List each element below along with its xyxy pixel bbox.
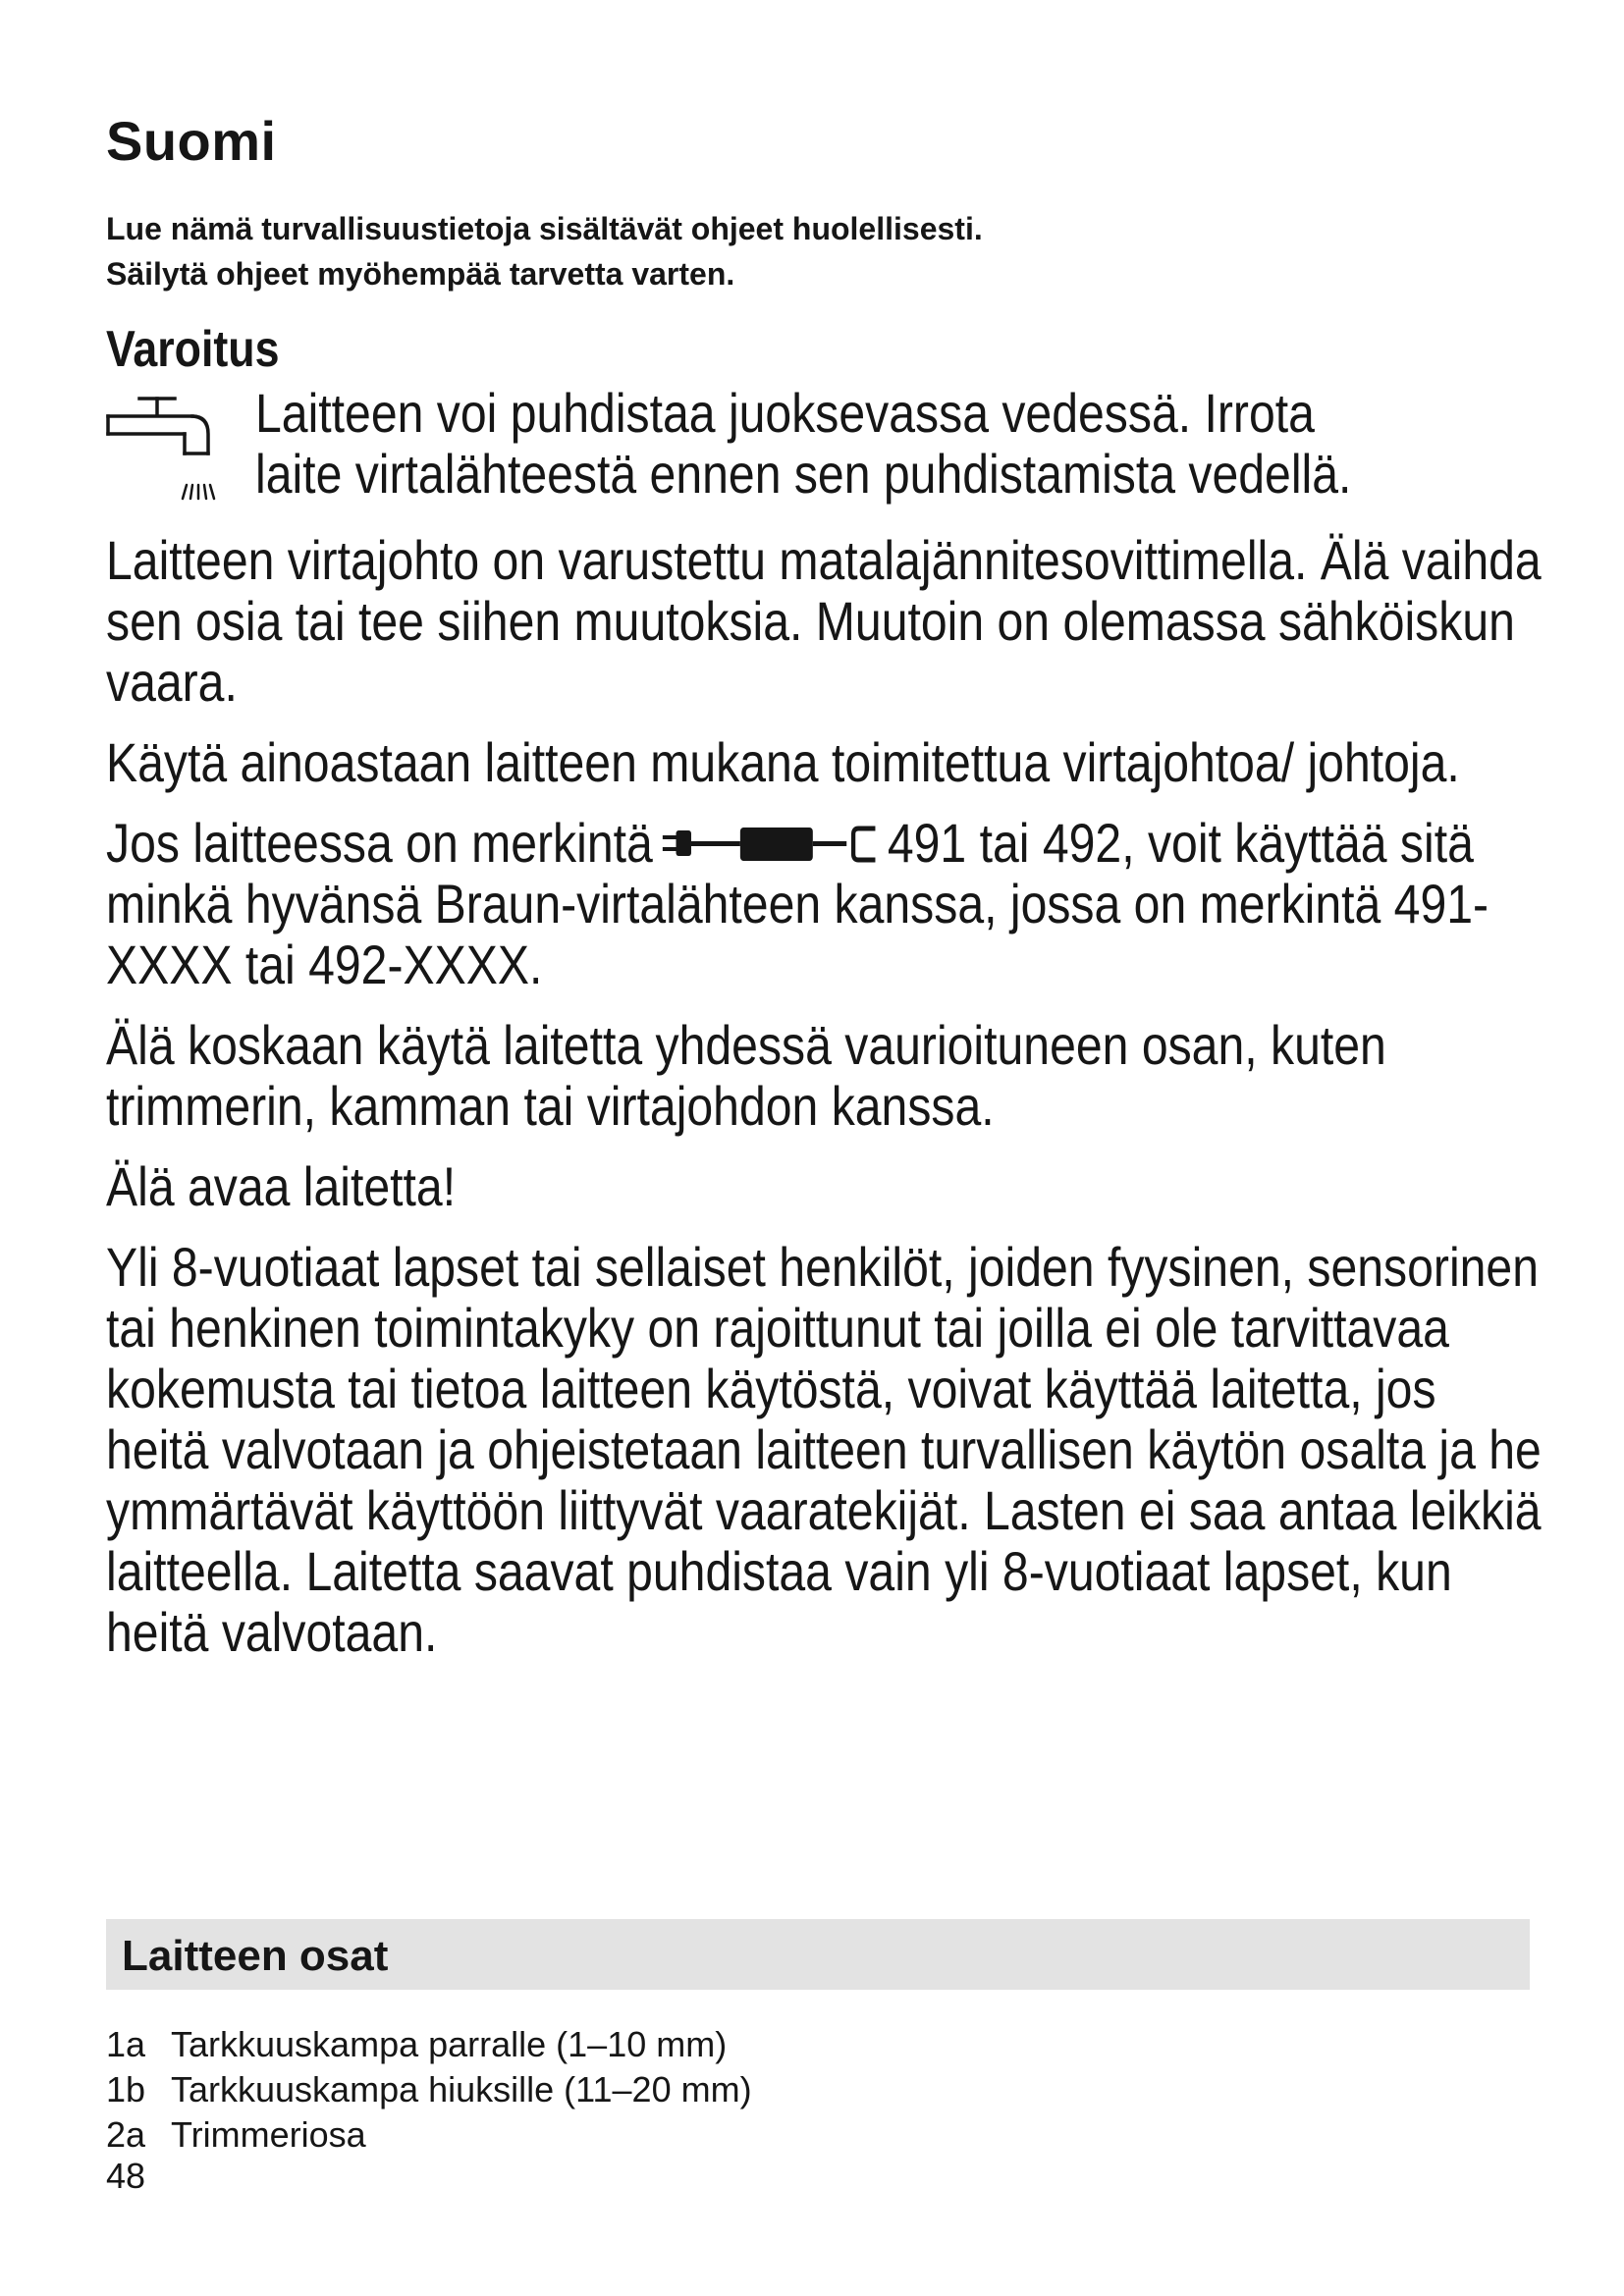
paragraph-do-not-open: Älä avaa laitetta! bbox=[106, 1155, 457, 1217]
water-line-1: Laitteen voi puhdistaa juoksevassa vedessä. Irrota bbox=[255, 382, 1315, 444]
paragraph-cord-only: Käytä ainoastaan laitteen mukana toimitettua virtajohtoa/ johtoja. bbox=[106, 731, 1460, 793]
marking-text-before: Jos laitteessa on merkintä bbox=[106, 812, 653, 874]
power-cord-icon bbox=[663, 819, 883, 870]
paragraph-marking bbox=[106, 813, 1542, 995]
tap-water-icon bbox=[106, 391, 220, 501]
parts-list bbox=[106, 2022, 752, 2158]
marking-text-after: 491 tai 492, voit käyttää sitä minkä hyvänsä Braun-virtalähteen kanssa, jossa on merkintä 491-XXXX tai 492-XXXX. bbox=[106, 812, 1489, 995]
warning-heading: Varoitus bbox=[106, 321, 280, 378]
part-code: 2a bbox=[106, 2114, 146, 2155]
paragraph-damaged: Älä koskaan käytä laitetta yhdessä vaurioituneen osan, kuten trimmerin, kamman tai virtajohdon kanssa. bbox=[106, 1014, 1386, 1137]
section-title: Laitteen osat bbox=[122, 1932, 389, 1980]
part-code: 1b bbox=[106, 2069, 146, 2109]
page-number: 48 bbox=[106, 2156, 146, 2196]
part-label: Trimmeriosa bbox=[171, 2114, 366, 2155]
list-item bbox=[106, 2067, 752, 2112]
part-code: 1a bbox=[106, 2024, 146, 2064]
intro-text bbox=[106, 206, 1481, 296]
water-warning-text bbox=[255, 383, 1522, 505]
part-label: Tarkkuuskampa parralle (1–10 mm) bbox=[171, 2024, 728, 2064]
paragraph-children: Yli 8-vuotiaat lapset tai sellaiset henkilöt, joiden fyysinen, sensorinen tai henkinen toimintakyky on rajoittunut tai joilla ei ole tarvittavaa kokemusta tai tietoa laitteen käytöstä, voivat käyttää laitetta, jos heitä valvotaan ja ohjeistetaan laitteen turvallisen käytön osalta ja he ymmärtävät käyttöön liittyvät vaaratekijät. Lasten ei saa antaa leikkiä laitteella. Laitetta saavat puhdistaa vain yli 8-vuotiaat lapset, kun heitä valvotaan. bbox=[106, 1236, 1542, 1663]
page-title: Suomi bbox=[106, 110, 277, 172]
paragraph-power-cord: Laitteen virtajohto on varustettu matalajännitesovittimella. Älä vaihda sen osia tai tee siihen muutoksia. Muutoin on olemassa sähköiskun vaara. bbox=[106, 529, 1542, 713]
list-item bbox=[106, 2022, 752, 2067]
water-line-2: laite virtalähteestä ennen sen puhdistamista vedellä. bbox=[255, 443, 1352, 505]
list-item bbox=[106, 2112, 752, 2158]
intro-line-1: Lue nämä turvallisuustietoja sisältävät ohjeet huolellisesti. bbox=[106, 211, 983, 246]
part-label: Tarkkuuskampa hiuksille (11–20 mm) bbox=[171, 2069, 752, 2109]
intro-line-2: Säilytä ohjeet myöhempää tarvetta varten. bbox=[106, 256, 735, 292]
section-header bbox=[106, 1919, 1530, 1990]
warning-paragraphs bbox=[106, 530, 1542, 1682]
